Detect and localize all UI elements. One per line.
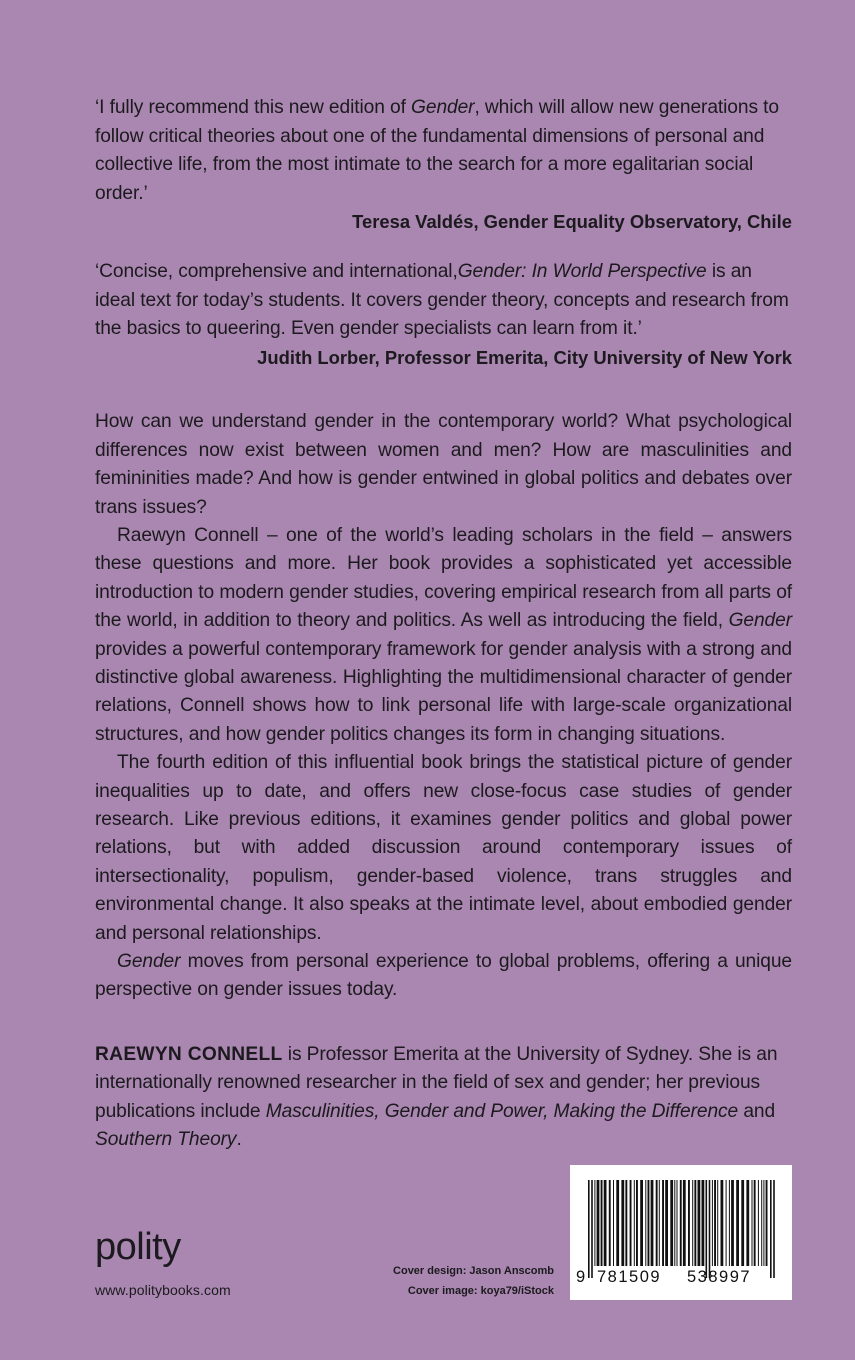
barcode-bar [665, 1180, 668, 1266]
barcode-guard-bar [591, 1180, 593, 1278]
barcode-bar [625, 1180, 627, 1266]
barcode-bar [688, 1180, 690, 1266]
barcode-bar [597, 1180, 600, 1266]
barcode-bars [586, 1180, 776, 1278]
isbn-barcode [570, 1165, 792, 1300]
barcode-bar [721, 1180, 724, 1266]
author-bio: RAEWYN CONNELL is Professor Emerita at the University of Sydney. She is an internationally renowned researcher in the field of sex and gender; her previous publications include Masculinities, Gender and Power, Making the Difference and Southern Theory. [95, 1043, 778, 1151]
barcode-bar [714, 1180, 716, 1266]
barcode-bar [731, 1180, 734, 1266]
barcode-bar [694, 1180, 696, 1266]
isbn-group-1: 781509 [597, 1268, 662, 1286]
barcode-guard-bar [770, 1180, 772, 1278]
endorsement-attribution-2: Judith Lorber, Professor Emerita, City University of New York [257, 346, 792, 368]
barcode-bar [609, 1180, 611, 1266]
polity-logo: polity [95, 1226, 181, 1268]
barcode-guard-bar [706, 1180, 708, 1278]
barcode-bar [741, 1180, 744, 1266]
barcode-bar [656, 1180, 658, 1266]
barcode-bar [702, 1180, 705, 1266]
publisher-url: www.politybooks.com [95, 1282, 231, 1298]
cover-design-credit: Cover design: Jason Anscomb [393, 1265, 554, 1277]
barcode-bar [717, 1180, 718, 1266]
barcode-bar [621, 1180, 624, 1266]
barcode-bar [754, 1180, 756, 1266]
barcode-bar [645, 1180, 646, 1266]
description-paragraph-3: The fourth edition of this influential book brings the statistical picture of gender inequalities up to date, and offers new close-focus case studies of gender research. Like previous editions, it examines gender politics and global power relations, but with added discussion around contemporary issues of intersectionality, populism, gender-based violence, trans struggles and environmental change. It also speaks at the intimate level, about embodied gender and personal relationships. [95, 752, 792, 944]
isbn-first-digit: 9 [576, 1268, 587, 1286]
barcode-guard-bar [588, 1180, 590, 1278]
barcode-bar [651, 1180, 654, 1266]
description-paragraph-1: How can we understand gender in the contemporary world? What psychological differences now exist between women and men? How are masculinities and femininities made? And how is gender entwined in global politics and debates over trans issues? [95, 411, 792, 518]
endorsement-quote-2: ‘Concise, comprehensive and international,Gender: In World Perspective is an ideal text for today’s students. It covers gender theory, concepts and research from the basics to queering. Even gender specialists can learn from it.’ [95, 260, 789, 340]
barcode-bar [616, 1180, 619, 1266]
barcode-bar [670, 1180, 673, 1266]
endorsement-quote-1: ‘I fully recommend this new edition of Gender, which will allow new generations to follow critical theories about one of the fundamental dimensions of personal and collective life, from the most intimate to the search for a more egalitarian social order.’ [95, 97, 779, 204]
endorsement-attribution-1: Teresa Valdés, Gender Equality Observatory, Chile [352, 211, 792, 233]
barcode-bar [758, 1180, 759, 1266]
barcode-bar [761, 1180, 762, 1266]
barcode-bar [648, 1180, 650, 1266]
cover-image-credit: Cover image: koya79/iStock [407, 1285, 554, 1297]
barcode-bar [594, 1180, 595, 1266]
barcode-bar [729, 1180, 730, 1266]
barcode-guard-bar [773, 1180, 775, 1278]
barcode-bar [746, 1180, 749, 1266]
barcode-bar [680, 1180, 682, 1266]
barcode-bar [659, 1180, 660, 1266]
barcode-bar [634, 1180, 635, 1266]
barcode-bar [640, 1180, 643, 1266]
barcode-bar [752, 1180, 753, 1266]
barcode-bar [604, 1180, 607, 1266]
barcode-guard-bar [709, 1180, 711, 1278]
barcode-bar [698, 1180, 701, 1266]
barcode-bar [677, 1180, 678, 1266]
isbn-group-2: 538997 [687, 1268, 752, 1286]
book-description [95, 408, 792, 1005]
barcode-bar [674, 1180, 675, 1266]
barcode-bar [630, 1180, 632, 1266]
description-paragraph-2: Raewyn Connell – one of the world’s leading scholars in the field – answers these questions and more. Her book provides a sophisticated yet accessible introduction to modern gender studies, covering empirical research from all parts of the world, in addition to theory and politics. As well as introducing the field, Gender provides a powerful contemporary framework for gender analysis with a strong and distinctive global awareness. Highlighting the multidimensional character of gender relations, Connell shows how to link personal life with large-scale organizational structures, and how gender politics changes its form in changing situations. [95, 524, 792, 745]
barcode-bar [636, 1180, 638, 1266]
barcode-bar [662, 1180, 664, 1266]
barcode-bar [763, 1180, 764, 1266]
barcode-bar [766, 1180, 768, 1266]
barcode-bar [726, 1180, 727, 1266]
author-name: RAEWYN CONNELL [95, 1043, 283, 1065]
barcode-bar [613, 1180, 614, 1266]
back-cover-text [95, 94, 792, 1174]
barcode-bar [692, 1180, 693, 1266]
description-paragraph-4: Gender moves from personal experience to global problems, offering a unique perspective on gender issues today. [95, 951, 792, 1001]
barcode-bar [601, 1180, 603, 1266]
barcode-bar [712, 1180, 713, 1266]
barcode-bar [683, 1180, 686, 1266]
barcode-bar [736, 1180, 739, 1266]
cover-credits [393, 1261, 554, 1301]
